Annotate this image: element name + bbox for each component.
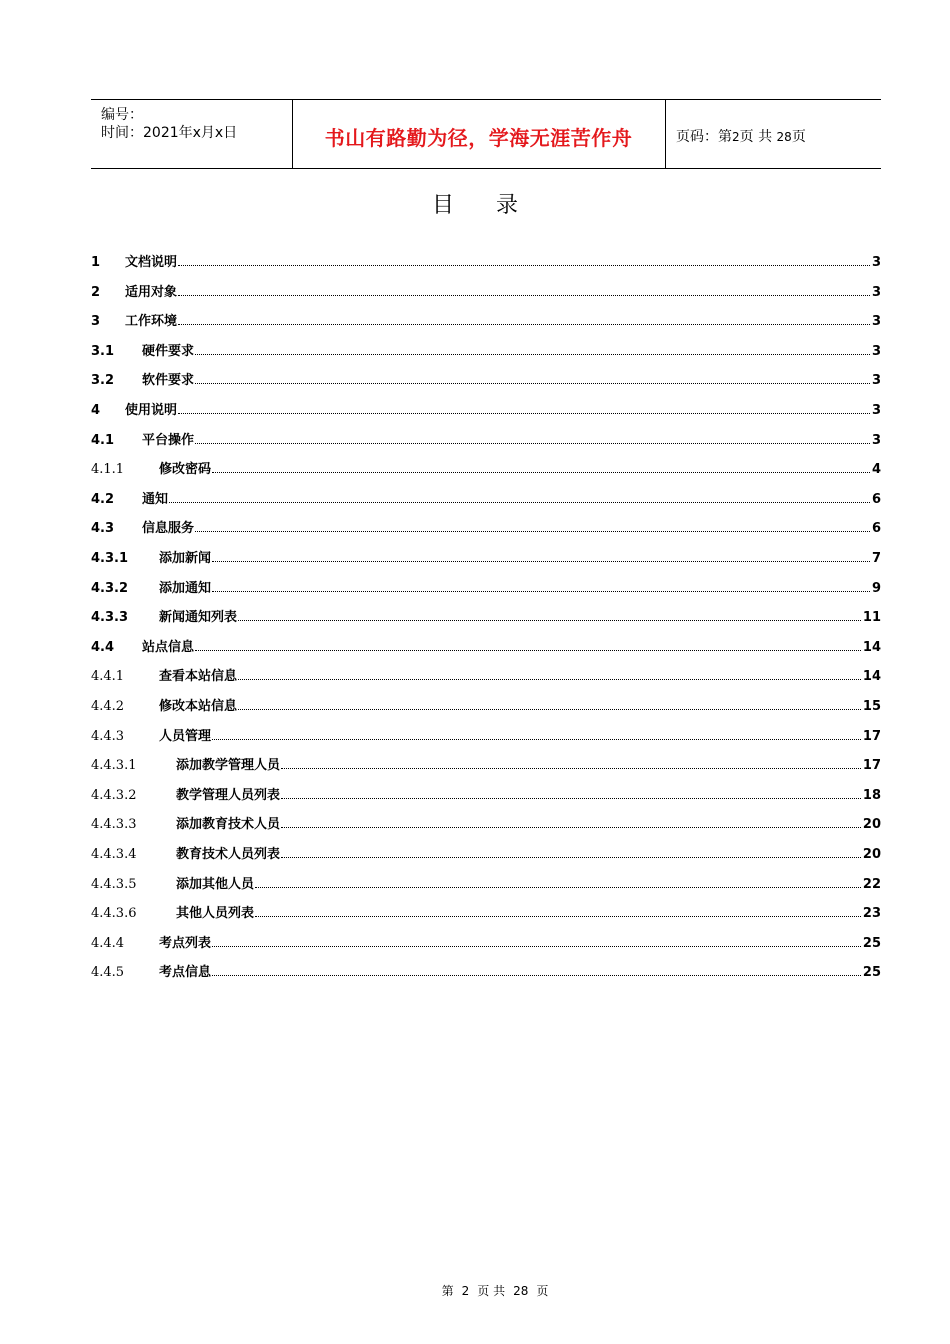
- header-page-prefix: 页码：第: [676, 129, 732, 145]
- toc-dot-leader: [238, 679, 861, 680]
- toc-entry[interactable]: [91, 783, 881, 803]
- toc-dot-leader: [281, 798, 861, 799]
- toc-entry-page: 3: [871, 373, 881, 389]
- toc-entry-label: 添加教育技术人员: [176, 817, 281, 833]
- toc-dot-leader: [212, 946, 861, 947]
- toc-entry-label: 教育技术人员列表: [176, 847, 281, 862]
- toc-entry-number: 4.4.4: [91, 935, 125, 951]
- toc-entry[interactable]: [91, 576, 881, 596]
- toc-entry-number: 4.4.3.3: [91, 817, 137, 833]
- toc-entry-number: 4: [91, 403, 101, 418]
- toc-entry-page: 25: [862, 965, 881, 981]
- toc-entry-number: 4.4.1: [91, 669, 125, 685]
- toc-entry[interactable]: [91, 368, 881, 388]
- toc-entry-number: 4.4.5: [91, 965, 125, 981]
- toc-entry-page: 7: [871, 551, 881, 566]
- toc-entry[interactable]: [91, 546, 881, 566]
- toc-entry-number: 4.1.1: [91, 462, 125, 478]
- toc-entry-page: 25: [862, 935, 881, 951]
- toc-entry-label: 站点信息: [142, 639, 195, 655]
- toc-entry[interactable]: [91, 872, 881, 892]
- toc-entry-label: 添加新闻: [159, 551, 212, 566]
- toc-entry-page: 6: [871, 521, 881, 537]
- toc-entry-page: 3: [871, 314, 881, 330]
- toc-entry[interactable]: [91, 812, 881, 832]
- toc-dot-leader: [195, 354, 870, 355]
- toc-entry-label: 软件要求: [142, 373, 195, 389]
- toc-entry-label: 通知: [142, 491, 169, 507]
- toc-entry-label: 修改密码: [159, 462, 212, 478]
- toc-entry-label: 使用说明: [125, 403, 178, 418]
- toc-entry[interactable]: [91, 309, 881, 329]
- toc-dot-leader: [212, 739, 861, 740]
- toc-entry-page: 15: [862, 699, 881, 714]
- toc-entry[interactable]: [91, 724, 881, 744]
- toc-title: 目录: [431, 193, 560, 218]
- toc-entry-page: 20: [862, 817, 881, 833]
- toc-entry-label: 硬件要求: [142, 343, 195, 359]
- toc-entry-number: 4.3.2: [91, 580, 129, 596]
- toc-entry-number: 4.3: [91, 521, 115, 537]
- toc-dot-leader: [195, 383, 870, 384]
- toc-entry[interactable]: [91, 605, 881, 625]
- toc-entry-label: 信息服务: [142, 521, 195, 537]
- toc-entry-page: 3: [871, 432, 881, 448]
- toc-entry-number: 2: [91, 284, 101, 300]
- toc-dot-leader: [238, 709, 861, 710]
- page-header: [91, 99, 881, 169]
- toc-dot-leader: [255, 916, 861, 917]
- toc-entry[interactable]: [91, 753, 881, 773]
- toc-entry-page: 18: [862, 787, 881, 803]
- header-page-current: 2: [732, 130, 740, 144]
- header-page-total: 28: [776, 130, 792, 144]
- footer-suffix: 页: [536, 1284, 549, 1298]
- toc-entry-page: 3: [871, 255, 881, 270]
- toc-entry[interactable]: [91, 901, 881, 921]
- toc-dot-leader: [281, 827, 861, 828]
- toc-entry[interactable]: [91, 694, 881, 714]
- toc-dot-leader: [238, 620, 861, 621]
- toc-entry-number: 3.2: [91, 373, 115, 389]
- toc-dot-leader: [281, 768, 861, 769]
- toc-entry[interactable]: [91, 339, 881, 359]
- footer-prefix: 第: [441, 1284, 454, 1298]
- toc-entry-number: 4.4.3.4: [91, 847, 137, 862]
- toc-entry-label: 添加通知: [159, 580, 212, 596]
- toc-entry-number: 1: [91, 255, 101, 270]
- toc-entry[interactable]: [91, 398, 881, 418]
- toc-entry[interactable]: [91, 516, 881, 536]
- toc-entry-label: 考点列表: [159, 935, 212, 951]
- header-page-cell: [666, 100, 881, 168]
- toc-dot-leader: [212, 472, 870, 473]
- toc-dot-leader: [281, 857, 861, 858]
- toc-entry-page: 23: [862, 906, 881, 922]
- toc-entry-page: 20: [862, 847, 881, 862]
- header-motto: 书山有路勤为径，学海无涯苦作舟: [324, 126, 633, 150]
- header-page-mid: 页 共: [739, 129, 773, 145]
- toc-entry-number: 4.3.3: [91, 610, 129, 626]
- toc-entry[interactable]: [91, 664, 881, 684]
- toc-entry[interactable]: [91, 457, 881, 477]
- toc-entry-number: 4.4.3.1: [91, 758, 137, 774]
- toc-entry-page: 17: [862, 728, 881, 744]
- toc-entry-label: 教学管理人员列表: [176, 787, 281, 803]
- toc-entry-label: 查看本站信息: [159, 669, 238, 685]
- toc-dot-leader: [178, 265, 870, 266]
- toc-entry-label: 平台操作: [142, 432, 195, 448]
- toc-dot-leader: [195, 531, 870, 532]
- header-meta-cell: [91, 100, 293, 168]
- toc-entry-number: 4.4.3.6: [91, 906, 137, 922]
- toc-entry-number: 4.4.3: [91, 728, 125, 744]
- toc-entry-label: 添加教学管理人员: [176, 758, 281, 774]
- toc-entry[interactable]: [91, 487, 881, 507]
- toc-entry-number: 3: [91, 314, 101, 330]
- toc-entry[interactable]: [91, 250, 881, 270]
- toc-dot-leader: [178, 413, 870, 414]
- toc-entry-page: 14: [862, 639, 881, 655]
- toc-entry[interactable]: [91, 635, 881, 655]
- toc-entry-number: 4.2: [91, 491, 115, 507]
- toc-entry-page: 3: [871, 403, 881, 418]
- toc-entry-label: 工作环境: [125, 314, 178, 330]
- toc-entry-page: 6: [871, 491, 881, 507]
- toc-entry-number: 4.4: [91, 639, 115, 655]
- toc-entry-number: 4.1: [91, 432, 115, 448]
- toc-entry-number: 3.1: [91, 343, 115, 359]
- toc-entry-label: 新闻通知列表: [159, 610, 238, 626]
- toc-entry-label: 人员管理: [159, 728, 212, 744]
- footer-total: 28: [513, 1284, 529, 1298]
- toc-dot-leader: [212, 561, 870, 562]
- document-time-label: 时间：2021年x月x日: [101, 125, 238, 141]
- toc-dot-leader: [212, 591, 870, 592]
- toc-entry-page: 3: [871, 343, 881, 359]
- toc-dot-leader: [212, 975, 861, 976]
- toc-dot-leader: [178, 324, 870, 325]
- toc-entry[interactable]: [91, 428, 881, 448]
- header-motto-cell: [292, 100, 666, 168]
- toc-dot-leader: [195, 650, 861, 651]
- toc-entry-page: 11: [862, 610, 881, 626]
- toc-dot-leader: [169, 502, 870, 503]
- header-page-suffix: 页: [791, 129, 806, 145]
- toc-dot-leader: [178, 295, 870, 296]
- footer-current: 2: [461, 1284, 470, 1298]
- toc-entry-label: 考点信息: [159, 965, 212, 981]
- document-number-label: 编号：: [101, 107, 143, 123]
- toc-dot-leader: [195, 443, 870, 444]
- toc-entry-label: 其他人员列表: [176, 906, 255, 922]
- toc-entry-page: 3: [871, 284, 881, 300]
- toc-entry-label: 添加其他人员: [176, 876, 255, 892]
- toc-entry-number: 4.4.2: [91, 699, 125, 714]
- toc-entry-page: 22: [862, 876, 881, 892]
- toc-entry[interactable]: [91, 280, 881, 300]
- toc-entry-number: 4.4.3.2: [91, 787, 137, 803]
- toc-entry-page: 9: [871, 580, 881, 596]
- header-page-indicator: [676, 126, 806, 146]
- footer-mid: 页 共: [477, 1284, 506, 1298]
- toc-entry-page: 17: [862, 758, 881, 774]
- toc-entry-page: 4: [871, 462, 881, 478]
- page-footer: [0, 1282, 950, 1299]
- toc-entry[interactable]: [91, 960, 881, 980]
- toc-entry[interactable]: [91, 931, 881, 951]
- toc-entry-number: 4.4.3.5: [91, 876, 137, 892]
- toc-entry-label: 修改本站信息: [159, 699, 238, 714]
- toc-entry-page: 14: [862, 669, 881, 685]
- toc-entry-label: 文档说明: [125, 255, 178, 270]
- toc-entry-number: 4.3.1: [91, 551, 129, 566]
- toc-entry[interactable]: [91, 842, 881, 862]
- toc-entry-label: 适用对象: [125, 284, 178, 300]
- toc-dot-leader: [255, 887, 861, 888]
